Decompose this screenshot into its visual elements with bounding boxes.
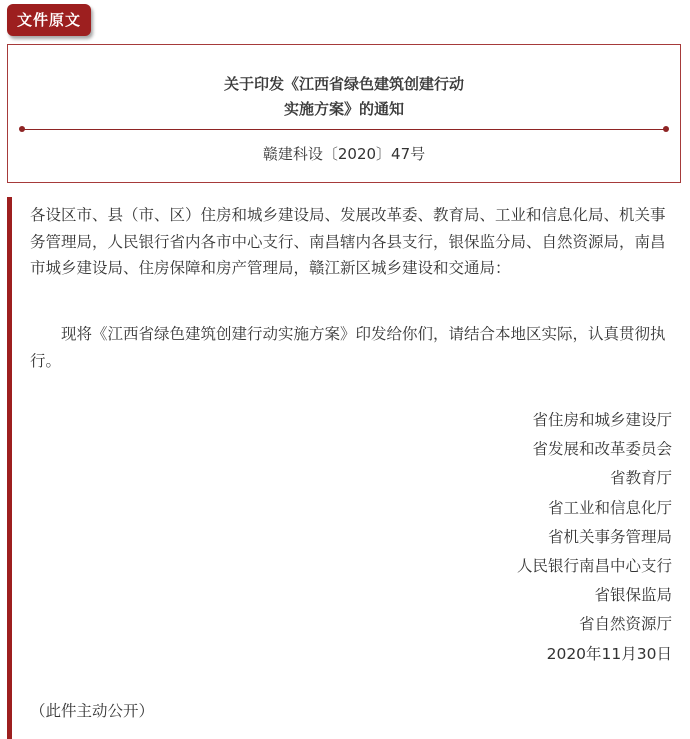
signature-line: 省发展和改革委员会: [532, 440, 672, 459]
signature-line: 人民银行南昌中心支行: [516, 557, 672, 576]
document-title: [8, 72, 680, 122]
document-header: [7, 44, 681, 183]
addressees-paragraph: 各设区市、县（市、区）住房和城乡建设局、发展改革委、教育局、工业和信息化局、机关事务管理局，人民银行省内各市中心支行、南昌辖内各县支行，银保监分局、自然资源局，南昌市城乡建设局、住房保障和房产管理局，赣江新区城乡建设和交通局：: [30, 206, 666, 277]
signature-line: 省教育厅: [609, 469, 672, 488]
header-divider: [22, 129, 666, 130]
divider-dot-right: [663, 126, 669, 132]
signature-line: 省住房和城乡建设厅: [532, 411, 672, 429]
title-line-1: 关于印发《江西省绿色建筑创建行动: [223, 75, 464, 93]
document-body: [7, 197, 683, 739]
signature-line: 省银保监局: [594, 586, 672, 605]
document-number: 赣建科设〔2020〕47号: [262, 145, 426, 163]
main-paragraph: 现将《江西省绿色建筑创建行动实施方案》印发给你们，请结合本地区实际，认真贯彻执行。: [30, 325, 666, 370]
signature-line: 省工业和信息化厅: [547, 498, 672, 517]
signature-line: 省机关事务管理局: [547, 527, 672, 546]
original-document-badge: 文件原文: [7, 4, 91, 36]
title-line-2: 实施方案》的通知: [283, 100, 404, 118]
signature-block: [517, 406, 672, 669]
signature-line: 省自然资源厅: [578, 615, 672, 634]
public-release-note: （此件主动公开）: [30, 702, 155, 720]
issue-date: 2020年11月30日: [546, 644, 672, 663]
